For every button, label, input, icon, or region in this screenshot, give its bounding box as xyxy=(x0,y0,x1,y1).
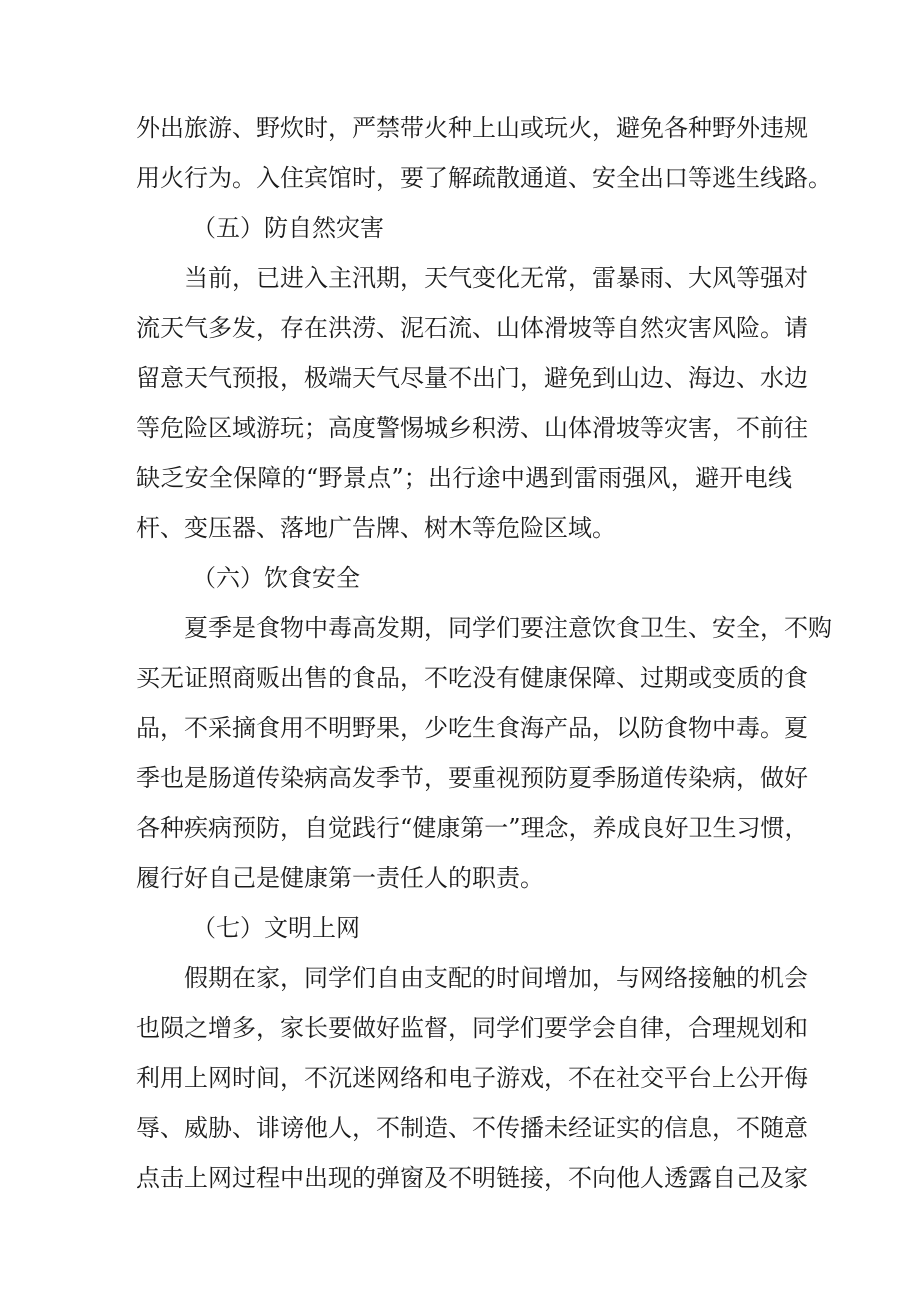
text-line: 买无证照商贩出售的食品，不吃没有健康保障、过期或变质的食 xyxy=(136,664,808,692)
text-line: 留意天气预报，极端天气尽量不出门，避免到山边、海边、水边 xyxy=(136,364,808,392)
heading-text: （七）文明上网 xyxy=(192,914,360,942)
text-line: 也陨之增多，家长要做好监督，同学们要学会自律，合理规划和 xyxy=(136,1014,808,1042)
text-line: 流天气多发，存在洪涝、泥石流、山体滑坡等自然灾害风险。请 xyxy=(136,314,808,342)
text-line: 杆、变压器、落地广告牌、树木等危险区域。 xyxy=(136,514,616,542)
text-line: 利用上网时间，不沉迷网络和电子游戏，不在社交平台上公开侮 xyxy=(136,1064,808,1092)
text-line: 点击上网过程中出现的弹窗及不明链接，不向他人透露自己及家 xyxy=(136,1164,808,1192)
text-line: 各种疾病预防，自觉践行“健康第一”理念，养成良好卫生习惯， xyxy=(136,814,809,842)
paragraph-civilized-internet xyxy=(0,953,920,1203)
text-line: 夏季是食物中毒高发期，同学们要注意饮食卫生、安全，不购 xyxy=(184,614,832,642)
text-line: 当前，已进入主汛期，天气变化无常，雷暴雨、大风等强对 xyxy=(184,264,808,292)
text-line: 季也是肠道传染病高发季节，要重视预防夏季肠道传染病，做好 xyxy=(136,764,808,792)
text-line: 辱、威胁、诽谤他人，不制造、不传播未经证实的信息，不随意 xyxy=(136,1114,808,1142)
text-line: 等危险区域游玩；高度警惕城乡积涝、山体滑坡等灾害，不前往 xyxy=(136,414,808,442)
text-line: 假期在家，同学们自由支配的时间增加，与网络接触的机会 xyxy=(184,964,808,992)
paragraph-natural-disaster xyxy=(0,253,920,553)
heading-text: （六）饮食安全 xyxy=(192,564,360,592)
section-heading-civilized-internet xyxy=(0,903,920,953)
text-line: 外出旅游、野炊时，严禁带火种上山或玩火，避免各种野外违规 xyxy=(136,114,808,142)
text-line: 用火行为。入住宾馆时，要了解疏散通道、安全出口等逃生线路。 xyxy=(136,164,832,192)
heading-text: （五）防自然灾害 xyxy=(192,214,384,242)
paragraph-food-safety xyxy=(0,603,920,903)
paragraph-continuation xyxy=(0,103,920,203)
section-heading-food-safety xyxy=(0,553,920,603)
section-heading-natural-disaster xyxy=(0,203,920,253)
text-line: 履行好自己是健康第一责任人的职责。 xyxy=(136,864,544,892)
text-line: 品，不采摘食用不明野果，少吃生食海产品，以防食物中毒。夏 xyxy=(136,714,808,742)
text-line: 缺乏安全保障的“野景点”；出行途中遇到雷雨强风，避开电线 xyxy=(136,464,792,492)
